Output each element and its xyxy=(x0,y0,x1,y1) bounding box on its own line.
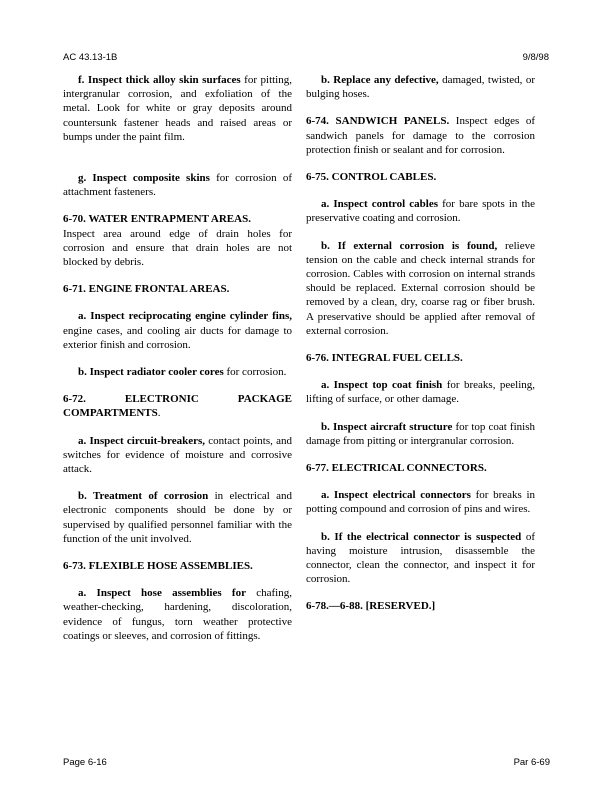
left-column xyxy=(63,73,292,643)
paragraph-text: for bare spots in the preservative coating and corrosion. xyxy=(306,198,535,225)
section-title-6-72 xyxy=(63,392,292,420)
paragraph-6-76-a xyxy=(306,378,535,406)
paragraph-lead: a. Inspect control cables xyxy=(321,198,438,211)
paragraph-text: of having moisture intrusion, disassemble the connector, clean the connector, and inspect it for corrosion. xyxy=(306,530,535,586)
paragraph-6-71-b xyxy=(63,365,292,379)
reserved-sections: 6-78.—6-88. [RESERVED.] xyxy=(306,600,436,613)
document-date: 9/8/98 xyxy=(522,52,549,63)
paragraph-text: in electrical and electronic components should be done by or supervised by qualified personnel familiar with the function of the unit involved. xyxy=(63,490,292,545)
paragraph-text: contact points, and switches for evidence of moisture and corrosive attack. xyxy=(63,434,292,476)
paragraph-lead: a. Inspect electrical connectors xyxy=(321,489,471,502)
paragraph-6-72-b xyxy=(63,489,292,546)
section-title-period: . xyxy=(157,407,161,420)
paragraph-text: for top coat finish damage from pitting or intergranular corrosion. xyxy=(306,420,535,447)
paragraph-6-72-a xyxy=(63,434,292,477)
paragraph-lead: f. Inspect thick alloy skin surfaces xyxy=(78,74,241,86)
right-column xyxy=(306,73,535,614)
paragraph-lead: b. Treatment of corrosion xyxy=(78,490,209,503)
paragraph-text: for breaks in potting compound and corrosion of pins and wires. xyxy=(306,489,535,516)
paragraph-text: for breaks, peeling, lifting of surface, or other damage. xyxy=(306,379,536,406)
section-text-6-70: Inspect area around edge of drain holes for corrosion and ensure that drain holes are not blocked by debris. xyxy=(63,227,292,269)
paragraph-text: for corrosion of attachment fasteners. xyxy=(63,172,292,199)
section-title-6-70: 6-70. WATER ENTRAPMENT AREAS. xyxy=(63,213,251,226)
paragraph-lead: b. Inspect radiator cooler cores xyxy=(78,366,224,379)
paragraph-6-73-a xyxy=(63,586,292,643)
page-number: Page 6-16 xyxy=(63,757,107,768)
paragraph-6-69-g xyxy=(63,171,292,199)
paragraph-lead: a. Inspect reciprocating engine cylinder fins, xyxy=(78,310,292,323)
paragraph-lead: b. If the electrical connector is suspected xyxy=(321,530,522,543)
section-6-74 xyxy=(306,114,535,157)
paragraph-lead: a. Inspect circuit-breakers, xyxy=(78,434,206,447)
paragraph-6-69-f xyxy=(63,73,292,144)
paragraph-6-75-a xyxy=(306,197,535,225)
paragraph-6-71-a xyxy=(63,309,292,352)
paragraph-lead: a. Inspect top coat finish xyxy=(321,379,443,392)
section-title-6-71: 6-71. ENGINE FRONTAL AREAS. xyxy=(63,283,230,296)
paragraph-text: damaged, twisted, or bulging hoses. xyxy=(306,74,535,101)
paragraph-text: chafing, weather-checking, hardening, discoloration, evidence of fungus, torn weather protective coatings or sleeves, and corrosion of fittings. xyxy=(63,587,292,642)
paragraph-6-73-b xyxy=(306,73,535,101)
paragraph-6-75-b xyxy=(306,239,535,338)
paragraph-text: for pitting, intergranular corrosion, and exfoliation of the metal. Look for white or gray deposits around countersunk fastener heads and raised areas or bumps under the paint film. xyxy=(63,74,292,143)
paragraph-lead: b. If external corrosion is found, xyxy=(321,239,498,252)
paragraph-text: engine cases, and cooling air ducts for damage to exterior finish and corrosion. xyxy=(63,324,292,351)
section-title-6-73: 6-73. FLEXIBLE HOSE ASSEMBLIES. xyxy=(63,560,253,573)
paragraph-reference: Par 6-69 xyxy=(513,757,550,768)
paragraph-lead: a. Inspect hose assemblies for xyxy=(78,587,246,600)
paragraph-lead: b. Replace any defective, xyxy=(321,74,439,86)
paragraph-6-77-a xyxy=(306,488,535,516)
paragraph-text: relieve tension on the cable and check internal strands for corrosion. Cables with corrosion on internal strands should be replaced. External corrosion should be removed by a clean, dry, coarse rag or fiber brush. A preservative should be applied after removal of external corrosion. xyxy=(306,239,535,337)
paragraph-6-77-b xyxy=(306,530,535,587)
paragraph-lead: g. Inspect composite skins xyxy=(78,172,210,185)
section-title-6-76: 6-76. INTEGRAL FUEL CELLS. xyxy=(306,352,463,365)
paragraph-6-76-b xyxy=(306,420,535,448)
document-id: AC 43.13-1B xyxy=(63,52,118,63)
section-title-6-75: 6-75. CONTROL CABLES. xyxy=(306,171,437,184)
section-text-6-74: Inspect edges of sandwich panels for damage to the corrosion protection finish or sealant and for corrosion. xyxy=(306,115,535,156)
section-title-6-74: 6-74. SANDWICH PANELS. xyxy=(306,115,450,128)
section-title-text: 6-72. ELECTRONIC PACKAGE COMPARTMENTS xyxy=(63,393,292,420)
paragraph-text: for corrosion. xyxy=(223,366,287,379)
section-title-6-77: 6-77. ELECTRICAL CONNECTORS. xyxy=(306,462,487,475)
paragraph-lead: b. Inspect aircraft structure xyxy=(321,420,453,433)
